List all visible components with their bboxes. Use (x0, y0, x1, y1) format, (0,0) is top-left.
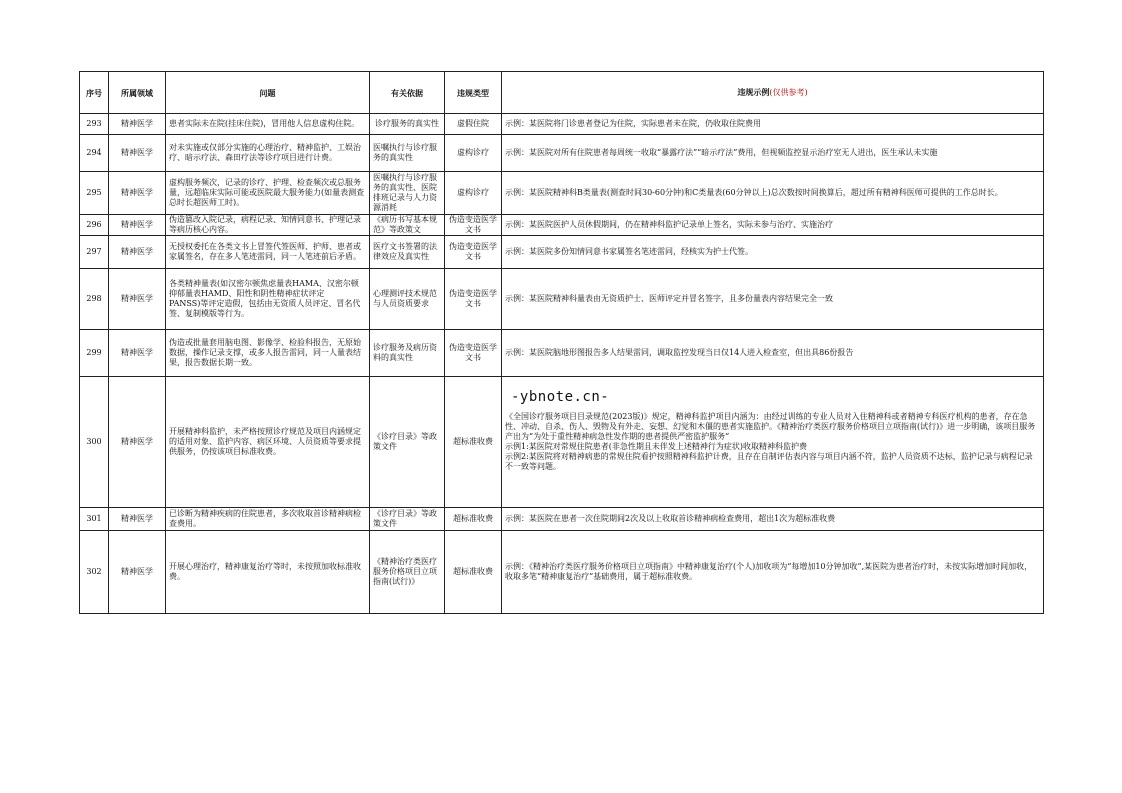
cell-example: 示例：某医院在患者一次住院期间2次及以上收取首诊精神病检查费用，超出1次为超标准收费 (502, 508, 1044, 531)
cell-basis: 心理测评技术规范与人员资质要求 (370, 269, 445, 330)
cell-area: 精神医学 (109, 531, 166, 614)
cell-area: 精神医学 (109, 269, 166, 330)
table-row (80, 269, 1044, 330)
cell-example: 示例：某医院脑地形图报告多人结果雷同，调取监控发现当日仅14人进入检查室，但出具86份报告 (502, 330, 1044, 377)
cell-basis: 《诊疗目录》等政策文件 (370, 508, 445, 531)
cell-area: 精神医学 (109, 114, 166, 135)
cell-basis: 诊疗服务的真实性 (370, 114, 445, 135)
cell-basis: 《病历书写基本规范》等政策文 (370, 215, 445, 236)
cell-basis: 《精神治疗类医疗服务价格项目立项指南(试行)》 (370, 531, 445, 614)
cell-area: 精神医学 (109, 172, 166, 215)
cell-basis: 诊疗服务及病历资料的真实性 (370, 330, 445, 377)
cell-basis: 医嘱执行与诊疗服务的真实性 (370, 135, 445, 172)
cell-area: 精神医学 (109, 508, 166, 531)
cell-seq: 295 (80, 172, 109, 215)
cell-seq: 294 (80, 135, 109, 172)
cell-example: 《全国诊疗服务项目目录规范(2023版)》规定，精神科监护项目内涵为：由经过训练的专业人员对入住精神科或者精神专科医疗机构的患者，存在急性、冲动、自杀、伤人、毁物及有外走、妄想、幻觉和木僵的患者实施监护。《精神治疗类医疗服务价格项目立项指南(试行)》进一步明确，该项目服务产出为“为处于重性精神病急性发作期的患者提供严密监护服务” 示例1:某医院对常规住院患者(非急性期且未伴发上述精神行为症状)收取精神科监护费 示例2:某医院将对精神病患的常规住院看护按照精神科监护计费，且存在自制评估表内容与项目内涵不符，监护人员资质不达标，监护记录与病程记录不一致等问题。 (502, 377, 1044, 508)
cell-issue: 已诊断为精神疾病的住院患者，多次收取首诊精神病检查费用。 (166, 508, 370, 531)
cell-type: 虚假住院 (445, 114, 502, 135)
header-row (80, 72, 1044, 114)
table-row (80, 172, 1044, 215)
cell-issue: 无授权委托在各类文书上冒签代签医师、护师、患者或家属签名，存在多人笔迹雷同，同一人笔迹前后矛盾。 (166, 236, 370, 269)
header-example-label: 违规示例 (737, 87, 770, 97)
table-row (80, 236, 1044, 269)
cell-area: 精神医学 (109, 330, 166, 377)
cell-seq: 302 (80, 531, 109, 614)
cell-area: 精神医学 (109, 215, 166, 236)
cell-issue: 各类精神量表(如汉密尔顿焦虑量表HAMA、汉密尔顿抑郁量表HAMD、阳性和阴性精神症状评定 PANSS)等评定造假，包括由无资质人员评定、冒名代签、复制模版等行为。 (166, 269, 370, 330)
cell-basis: 《诊疗目录》等政策文件 (370, 377, 445, 508)
cell-seq: 298 (80, 269, 109, 330)
cell-type: 伪造变造医学文书 (445, 215, 502, 236)
cell-type: 超标准收费 (445, 508, 502, 531)
cell-type: 超标准收费 (445, 531, 502, 614)
cell-basis: 医嘱执行与诊疗服务的真实性、医院排班记录与人力资源消耗 (370, 172, 445, 215)
cell-issue: 开展精神科监护，未严格按照诊疗规范及项目内涵规定的适用对象、监护内容、病区环境、人员资质等要求提供服务，仍按该项目标准收费。 (166, 377, 370, 508)
header-type: 违规类型 (445, 72, 502, 114)
cell-type: 伪造变造医学文书 (445, 236, 502, 269)
cell-issue: 患者实际未在院(挂床住院)，冒用他人信息虚构住院。 (166, 114, 370, 135)
cell-issue: 伪造或批量套用脑电图、影像学、检验科报告，无原始数据，操作记录支撑，或多人报告雷同，同一人量表结果，报告数据长期一致。 (166, 330, 370, 377)
cell-example: 示例：某医院多份知情同意书家属签名笔迹雷同，经核实为护士代签。 (502, 236, 1044, 269)
cell-type: 伪造变造医学文书 (445, 269, 502, 330)
cell-seq: 301 (80, 508, 109, 531)
cell-example: 示例：《精神治疗类医疗服务价格项目立项指南》中精神康复治疗(个人)加收项为“每增加10分钟加收”,某医院为患者治疗时，未按实际增加时间加收，收取多笔“精神康复治疗”基础费用，属于超标准收费。 (502, 531, 1044, 614)
header-area: 所属领域 (109, 72, 166, 114)
cell-type: 伪造变造医学文书 (445, 330, 502, 377)
table-body (80, 114, 1044, 614)
cell-example: 示例：某医院精神科量表由无资质护士、医师评定并冒名签字，且多份量表内容结果完全一致 (502, 269, 1044, 330)
cell-issue: 伪造篡改入院记录，病程记录、知情同意书、护理记录等病历核心内容。 (166, 215, 370, 236)
cell-seq: 293 (80, 114, 109, 135)
cell-type: 虚构诊疗 (445, 135, 502, 172)
cell-example: 示例：某医院对所有住院患者每周统一收取“暴露疗法”“暗示疗法”费用，但视频监控显示治疗室无人进出，医生承认未实施 (502, 135, 1044, 172)
cell-seq: 300 (80, 377, 109, 508)
cell-area: 精神医学 (109, 135, 166, 172)
table-row (80, 135, 1044, 172)
cell-type: 超标准收费 (445, 377, 502, 508)
watermark: -ybnote.cn- (511, 389, 610, 405)
table-row (80, 330, 1044, 377)
header-issue: 问题 (166, 72, 370, 114)
header-example (502, 72, 1044, 114)
cell-example: 示例：某医院医护人员休假期间，仍在精神科监护记录单上签名，实际未参与治疗、实施治疗 (502, 215, 1044, 236)
cell-seq: 299 (80, 330, 109, 377)
cell-area: 精神医学 (109, 236, 166, 269)
cell-issue: 对未实施或仅部分实施的心理治疗、精神监护、工娱治疗、暗示疗法、森田疗法等诊疗项目进行计费。 (166, 135, 370, 172)
cell-example: 示例：某医院将门诊患者登记为住院，实际患者未在院，仍收取住院费用 (502, 114, 1044, 135)
violations-table (79, 71, 1044, 614)
table-row (80, 508, 1044, 531)
cell-seq: 296 (80, 215, 109, 236)
cell-issue: 虚构服务频次，记录的诊疗、护理、检查频次或总服务量，远超临床实际可能或医院最大服务能力(如量表测查总时长超医师工时)。 (166, 172, 370, 215)
cell-seq: 297 (80, 236, 109, 269)
cell-basis: 医疗文书签署的法律效应及真实性 (370, 236, 445, 269)
cell-example: 示例：某医院精神科B类量表(测查时间30-60分钟)和C类量表(60分钟以上)总次数按时间换算后，超过所有精神科医师可提供的工作总时长。 (502, 172, 1044, 215)
header-basis: 有关依据 (370, 72, 445, 114)
header-example-note: (仅供参考) (769, 88, 808, 97)
cell-issue: 开展心理治疗，精神康复治疗等时，未按照加收标准收费。 (166, 531, 370, 614)
cell-area: 精神医学 (109, 377, 166, 508)
table-header (80, 72, 1044, 114)
table-row (80, 114, 1044, 135)
table-row (80, 531, 1044, 614)
header-seq: 序号 (80, 72, 109, 114)
cell-type: 虚构诊疗 (445, 172, 502, 215)
table-row (80, 215, 1044, 236)
